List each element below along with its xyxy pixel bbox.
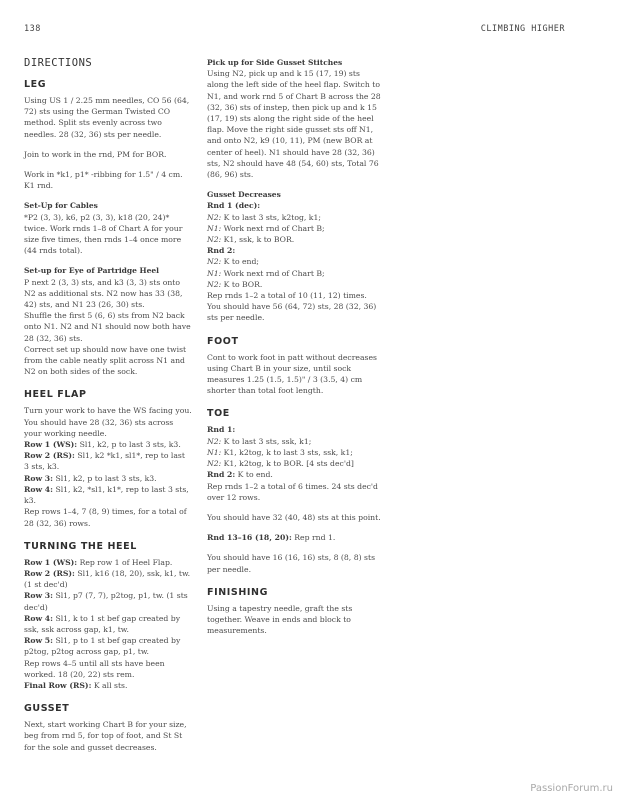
gd-line-5: N1: Work next rnd of Chart B; (207, 268, 325, 278)
heel-flap-row-4: Row 4: Sl1, k2, *sl1, k1*, rep to last 3 sts, k3. (24, 484, 189, 506)
toe-rep: Rep rnds 1–2 a total of 6 times. 24 sts dec'd over 12 rows. (207, 481, 378, 502)
turn-row-5: Row 5: Sl1, p to 1 st bef gap created by p2tog, p2tog across gap, p1, tw. (24, 636, 181, 657)
toe-line-3: N2: K1, k2tog, k to BOR. [4 sts dec'd] (207, 459, 354, 469)
gusset-decreases-title: Gusset Decreases (207, 190, 281, 200)
finishing-text: Using a tapestry needle, graft the sts together. Weave in ends and block to measurements. (207, 603, 353, 636)
toe-rnd-2: Rnd 2: K to end. (207, 470, 273, 480)
turn-row-2: Row 2 (RS): Sl1, k16 (18, 20), ssk, k1, tw. (1 st dec'd) (24, 568, 191, 590)
page-header (24, 24, 565, 34)
toe-line-2: N1: K1, k2tog, k to last 3 sts, ssk, k1; (207, 447, 353, 457)
heel-flap-row-2: Row 2 (RS): Sl1, k2 *k1, sl1*, rep to last 3 sts, k3. (24, 451, 185, 472)
gd-line-2: N1: Work next rnd of Chart B; (207, 223, 325, 233)
gusset-decreases-section (207, 189, 382, 323)
toe-rnd-13: Rnd 13–16 (18, 20): Rep rnd 1. (207, 533, 336, 543)
gd-line-6: N2: K to BOR. (207, 279, 263, 289)
gusset-heading: GUSSET (24, 703, 70, 715)
pickup-text: Using N2, pick up and k 15 (17, 19) sts along the left side of the heel flap. Switch to N1, and work rnd 5 of Chart B across the 28 (32, 36) sts of instep, then pick up and k 15 (17, 19) sts along the right side of the heel flap. Move the right side gusset sts off N1, and onto N2, k9 (10, 11), PM (new BOR at center of heel). N1 should have 28 (32, 36) sts, N2 should have 48 (54, 60) sts, Total 76 (86, 96) sts. (207, 69, 381, 180)
toe-line-1: N2: K to last 3 sts, ssk, k1; (207, 436, 312, 446)
heel-flap-rep: Rep rows 1–4, 7 (8, 9) times, for a total of 28 (32, 36) rows. (24, 507, 187, 528)
finishing-heading: FINISHING (207, 586, 268, 598)
toe-heading: TOE (207, 408, 230, 420)
leg-heading: LEG (24, 79, 47, 90)
turn-row-4: Row 4: Sl1, k to 1 st bef gap created by ssk, ssk across gap, k1, tw. (24, 613, 181, 634)
setup-cables-text: *P2 (3, 3), k6, p2 (3, 3), k18 (20, 24)* twice. Work rnds 1–8 of Chart A for your size five times, then rnds 1–4 once more (44 rnds total). (24, 212, 183, 256)
heel-flap-intro: Turn your work to have the WS facing you. You should have 28 (32, 36) sts across your working needle. (24, 406, 192, 438)
setup-eye-text-3: Correct set up should now have one twist from the cable neatly split across N1 and N2 on both sides of the sock. (24, 344, 187, 377)
leg-cast-on: Using US 1 / 2.25 mm needles, CO 56 (64, 72) sts using the German Twisted CO method. Split sts evenly across two needles. 28 (32, 36) sts per needle. (24, 96, 190, 139)
gd-line-4: N2: K to end; (207, 257, 260, 267)
pickup-section (207, 57, 382, 180)
setup-eye (24, 265, 192, 377)
setup-eye-text-1: P next 2 (3, 3) sts, and k3 (3, 3) sts onto N2 as additional sts. N2 now has 33 (38, 42) sts, and N1 23 (26, 30) sts. (24, 277, 183, 310)
setup-eye-title: Set-up for Eye of Partridge Heel (24, 266, 160, 276)
setup-eye-text-2: Shuffle the first 5 (6, 6) sts from N2 back onto N1. N2 and N1 should now both have 28 (32, 36) sts. (24, 311, 191, 343)
leg-ribbing: Work in *k1, p1* -ribbing for 1.5" / 4 cm. K1 rnd. (24, 170, 183, 191)
leg-join: Join to work in the rnd, PM for BOR. (24, 149, 167, 159)
gd-line-3: N2: K1, ssk, k to BOR. (207, 235, 295, 245)
turning-heel-heading: TURNING THE HEEL (24, 540, 137, 552)
directions-title: DIRECTIONS (24, 57, 93, 69)
toe-rounds (207, 424, 382, 502)
gd-rnd-2-label: Rnd 2: (207, 246, 236, 256)
running-title: CLIMBING HIGHER (480, 24, 565, 34)
turn-final-row: Final Row (RS): K all sts. (24, 680, 128, 690)
turn-row-3: Row 3: Sl1, p7 (7, 7), p2tog, p1, tw. (1 sts dec'd) (24, 591, 188, 612)
setup-cables-title: Set-Up for Cables (24, 201, 98, 211)
toe-rnd-1-label: Rnd 1: (207, 425, 236, 435)
heel-flap-heading: HEEL FLAP (24, 389, 87, 401)
left-column (24, 57, 192, 762)
foot-heading: FOOT (207, 335, 239, 347)
gusset-text: Next, start working Chart B for your size, beg from rnd 5, for top of foot, and St St for the sole and gusset decreases. (24, 720, 187, 752)
toe-final: You should have 16 (16, 16) sts, 8 (8, 8) sts per needle. (207, 553, 376, 574)
gd-rep: Rep rnds 1–2 a total of 10 (11, 12) times. You should have 56 (64, 72) sts, 28 (32, 36) sts per needle. (207, 291, 377, 323)
toe-should-have: You should have 32 (40, 48) sts at this point. (207, 512, 381, 522)
gd-rnd-1-label: Rnd 1 (dec): (207, 201, 261, 211)
gd-line-1: N2: K to last 3 sts, k2tog, k1; (207, 212, 321, 222)
pickup-title: Pick up for Side Gusset Stitches (207, 58, 343, 67)
watermark: PassionForum.ru (530, 783, 613, 794)
foot-text: Cont to work foot in patt without decreases using Chart B in your size, until sock measures 1.25 (1.5, 1.5)" / 3 (3.5, 4) cm shorter than total foot length. (207, 352, 377, 396)
heel-flap-section (24, 405, 192, 528)
page-number: 138 (24, 24, 41, 34)
setup-cables (24, 200, 192, 256)
turn-row-1: Row 1 (WS): Rep row 1 of Heel Flap. (24, 557, 173, 567)
heel-flap-row-1: Row 1 (WS): Sl1, k2, p to last 3 sts, k3. (24, 440, 181, 450)
turning-heel-section (24, 557, 192, 691)
right-column (207, 57, 382, 645)
heel-flap-row-3: Row 3: Sl1, k2, p to last 3 sts, k3. (24, 473, 157, 483)
turn-rep: Rep rows 4–5 until all sts have been worked. 18 (20, 22) sts rem. (24, 658, 165, 679)
